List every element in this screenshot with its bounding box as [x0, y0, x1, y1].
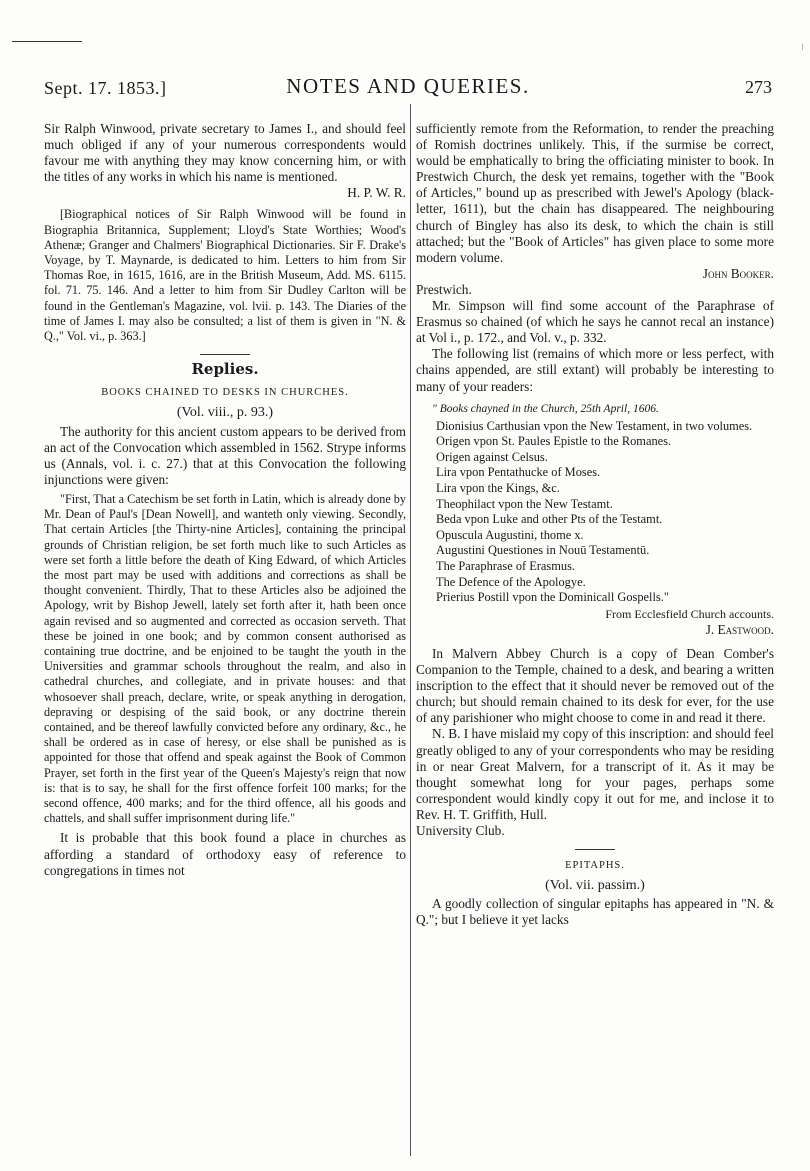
signature-eastwood: J. Eastwood. [705, 621, 774, 637]
list-item: Augustini Questiones in Nouū Testamentū. [436, 543, 650, 558]
page-number: 273 [745, 77, 772, 97]
journal-title: NOTES AND QUERIES. [286, 74, 530, 98]
list-item: Opuscula Augustini, thome x. [436, 527, 584, 542]
paragraph-reformation: sufficiently remote from the Reformation, to render the preaching of Romish doctrines unlikely. This, if the surmise be correct, would be emphatically to bring the officiating minister to book. In Prestwich Church, the desk yet remains, together with the "Book of Articles," bound up as prescribed with Jewel's Apology (black-letter, 1611), but the chain has disappeared. The neighbouring church of Bingley has also its desk, to which the chain is still attached; but the "Book of Articles" has given place to some more modern volume. [416, 121, 774, 265]
running-head [44, 74, 772, 104]
column-divider [410, 104, 411, 1156]
place-prestwich: Prestwich. [416, 281, 472, 297]
quote-text: "First, That a Catechism be set forth in Latin, which is already done by Mr. Dean of Paul's [Dean Nowell], and wanteth only viewing. Secondly, That certain Articles [the Thirty-nine Articles], containing the principal grounds of Christian religion, be set forth much like to such Articles as were set forth a little before the death of King Edward, of which Articles the most part may be used with additions and corrections as shall be thought convenient. Thirdly, That to these Articles also be adjoined the Apology, writ by Bishop Jewell, lately set forth after it, hath been once again revised and so augmented and corrected as occasion serveth. That these be joined in one book; and by common consent authorised as containing true doctrine, and be enjoined to be taught the youth in the Universities and grammar schools throughout the realm, and also in cathedral churches, and collegiate, and in private houses: and that whosoever shall preach, declare, write, or speak anything in derogation, depraving or despising of the said book, or any doctrine therein contained, and be thereof lawfully convicted before any ordinary, &c., he shall be ordered as in case of heresy, or else shall be punished as is appointed for those that offend and speak against the Book of Common Prayer, set forth in the first year of the Queen's Majesty's reign that now is: that is to say, he shall for the first offence forfeit 100 marks; for the second offence, 400 marks; and for the third offence, all his goods and chattels, and shall suffer imprisonment during life." [44, 491, 406, 826]
header-date: Sept. 17. 1853.] [44, 78, 167, 98]
left-column [44, 121, 406, 879]
list-item: The Paraphrase of Erasmus. [436, 559, 576, 574]
list-item: Prierius Postill vpon the Dominicall Gospells." [436, 590, 669, 605]
paragraph-simpson: Mr. Simpson will find some account of the Paraphrase of Erasmus so chained (of which he says he cannot recal an instance) at Vol i., p. 172., and Vol. v., p. 332. [416, 298, 774, 346]
list-item: Beda vpon Luke and other Pts of the Testamt. [436, 512, 663, 527]
volume-reference: (Vol. viii., p. 93.) [176, 405, 274, 421]
replies-heading: Replies. [191, 360, 259, 379]
paragraph-malvern: In Malvern Abbey Church is a copy of Dean Comber's Companion to the Temple, chained to a desk, and bearing a written inscription to the effect that it should never be removed out of the church; but should remain chained to its desk for ever, for the use of any parishioner who might choose to come in and read it there. [416, 646, 774, 726]
epitaphs-rule [575, 849, 615, 850]
corner-mark: ⁝ [801, 42, 804, 52]
winwood-query-text: Sir Ralph Winwood, private secretary to James I., and should feel much obliged if any of your numerous correspondents would favour me with anything they may know concerning him, or with the titles of any works in which his name is mentioned. [44, 121, 406, 185]
source-citation: From Ecclesfield Church accounts. [605, 606, 774, 621]
list-item: Dionisius Carthusian vpon the New Testament, in two volumes. [436, 418, 753, 433]
paragraph-nb: N. B. I have mislaid my copy of this inscription: and should feel greatly obliged to any of your correspondents who may be residing in or near Great Malvern, for a transcript of it. As it may be thought somewhat long for your pages, perhaps some correspondent would kindly copy it out for me, and inclose it to Rev. H. T. Griffith, Hull. [416, 726, 774, 822]
article-subhead: BOOKS CHAINED TO DESKS IN CHURCHES. [101, 387, 349, 399]
paragraph-convocation: The authority for this ancient custom appears to be derived from an act of the Convocation which assembled in 1562. Strype informs us (Annals, vol. i. c. 27.) that at this Convocation the following injunctions were given: [44, 423, 406, 487]
epitaphs-volume-reference: (Vol. vii. passim.) [545, 878, 645, 894]
list-item: Origen against Celsus. [436, 449, 548, 464]
top-rule [12, 41, 82, 42]
signature-booker: John Booker. [702, 265, 774, 281]
list-heading: " Books chayned in the Church, 25th April, 1606. [432, 402, 659, 415]
chained-books-list [416, 419, 774, 606]
paragraph-list-intro: The following list (remains of which more or less perfect, with chains appended, are still extant) will probably be interesting to many of your readers: [416, 346, 774, 394]
list-item: Lira vpon the Kings, &c. [436, 481, 560, 496]
list-item: Lira vpon Pentathucke of Moses. [436, 465, 601, 480]
list-item: Origen vpon St. Paules Epistle to the Romanes. [436, 434, 672, 449]
place-university-club: University Club. [416, 823, 505, 839]
section-rule [200, 354, 250, 355]
editorial-note: [Biographical notices of Sir Ralph Winwood will be found in Biographia Britannica, Supplement; Lloyd's State Worthies; Wood's Athenæ; Granger and Chalmers' Biographical Dictionaries. Sir F. Drake's Voyage, by T. Maynarde, is dedicated to him. Letters to him from Sir Thomas Roe, in 1615, 1616, are in the British Museum, Add. MS. 6115. fol. 71. 75. 146. And a letter to him from Sir Dudley Carlton will be found in the Gentleman's Magazine, vol. lvii. p. 143. The Diaries of the time of James I. may also be consulted; a list of them is given in "N. & Q.," Vol. vi., p. 363.] [44, 207, 406, 344]
list-item: Theophilact vpon the New Testamt. [436, 496, 613, 511]
injunctions-quote [44, 492, 406, 826]
right-column [416, 121, 774, 929]
paragraph-probable: It is probable that this book found a place in churches as affording a standard of orthodoxy easy of reference to congregations in times not [44, 830, 406, 878]
signature-hpwr: H. P. W. R. [347, 185, 406, 201]
epitaphs-heading: EPITAPHS. [565, 860, 625, 872]
paragraph-epitaphs: A goodly collection of singular epitaphs has appeared in "N. & Q."; but I believe it yet lacks [416, 896, 774, 928]
list-item: The Defence of the Apologye. [436, 574, 586, 589]
